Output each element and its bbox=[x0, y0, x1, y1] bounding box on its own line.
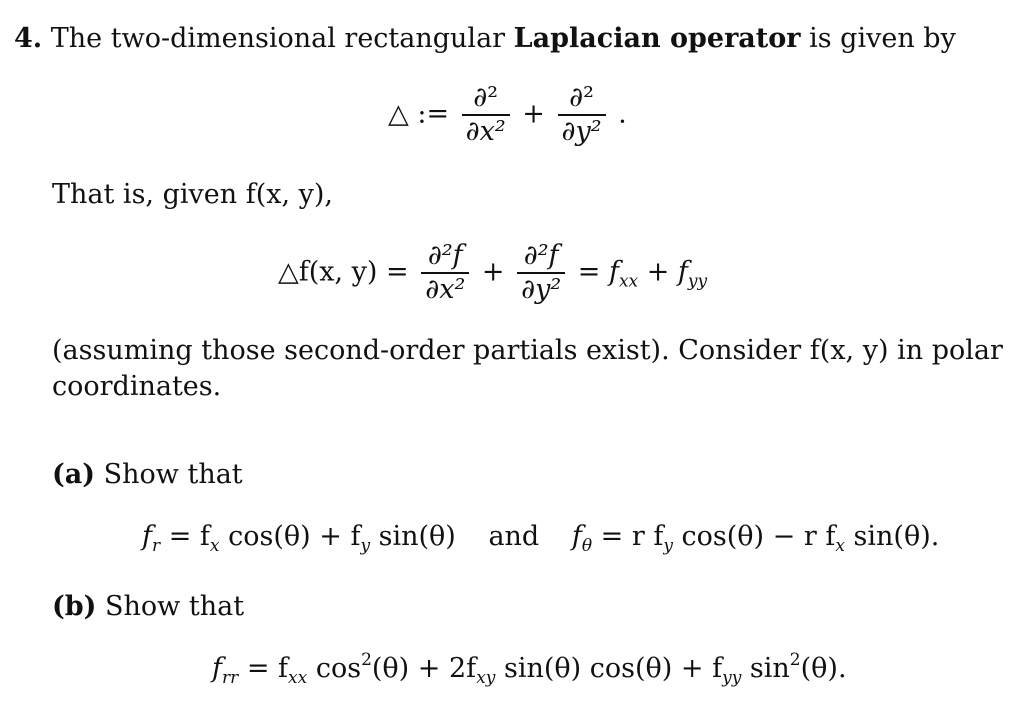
intro-text: The two-dimensional rectangular bbox=[50, 23, 506, 54]
fraction-denominator: ∂x² bbox=[465, 116, 506, 147]
laplacian-f-equation bbox=[278, 240, 707, 306]
rhs-f: = f bbox=[577, 256, 619, 288]
eq-text: cos(θ) − r f bbox=[672, 521, 836, 552]
eq-sub: y bbox=[663, 536, 673, 556]
eq-text: sin bbox=[741, 653, 790, 684]
eq-text: sin(θ). bbox=[844, 521, 940, 552]
eq-sup: 2 bbox=[361, 650, 372, 670]
laplacian-f-lhs: △f(x, y) = bbox=[278, 256, 409, 288]
eq-text: = f bbox=[160, 521, 210, 552]
eq-sub: y bbox=[360, 536, 371, 556]
part-b-equation bbox=[212, 650, 847, 688]
part-b-label: (b) bbox=[52, 591, 97, 622]
problem-statement bbox=[14, 22, 956, 56]
fraction-denominator: ∂x² bbox=[425, 274, 466, 305]
laplacian-term: Laplacian operator bbox=[513, 23, 801, 54]
plus-sign: + bbox=[522, 98, 545, 130]
eq-text: cos(θ) + f bbox=[219, 521, 361, 552]
fraction-fxx bbox=[421, 240, 469, 306]
fraction-dy bbox=[558, 82, 606, 148]
assuming-line-1: (assuming those second-order partials exist). Consider f(x, y) in polar bbox=[52, 335, 1003, 366]
laplacian-lhs: △ := bbox=[388, 98, 450, 130]
fraction-numerator: ∂² bbox=[558, 82, 606, 116]
eq-sub: xx bbox=[288, 668, 308, 688]
eq-f: f bbox=[571, 521, 582, 552]
laplacian-definition bbox=[388, 82, 627, 148]
eq-f: f bbox=[212, 653, 222, 684]
fraction-fyy bbox=[517, 240, 565, 306]
fraction-numerator: ∂²f bbox=[421, 240, 469, 274]
period: . bbox=[618, 98, 627, 130]
eq-sub: θ bbox=[581, 536, 593, 556]
eq-sup: 2 bbox=[789, 650, 801, 670]
that-is-line: That is, given f(x, y), bbox=[52, 179, 333, 210]
eq-text: cos bbox=[307, 653, 362, 684]
eq-text: = f bbox=[238, 653, 289, 684]
rhs-plus-f: + f bbox=[638, 256, 688, 288]
eq-text: sin(θ) bbox=[370, 521, 456, 552]
and-word: and bbox=[488, 521, 540, 552]
eq-sub: x bbox=[835, 536, 845, 556]
part-a-text: Show that bbox=[103, 459, 243, 490]
rhs-sub-yy: yy bbox=[687, 271, 708, 292]
eq-sub: x bbox=[209, 536, 220, 556]
part-b-text: Show that bbox=[105, 591, 245, 622]
eq-f: f bbox=[142, 521, 152, 552]
eq-text: sin(θ) cos(θ) + f bbox=[495, 653, 723, 684]
fraction-denominator: ∂y² bbox=[521, 274, 562, 305]
fraction-denominator: ∂y² bbox=[561, 116, 602, 147]
fraction-numerator: ∂² bbox=[462, 82, 510, 116]
eq-sub: xy bbox=[476, 668, 496, 688]
eq-sub: r bbox=[152, 536, 161, 556]
plus-sign: + bbox=[481, 256, 505, 288]
intro-text-end: is given by bbox=[809, 23, 956, 54]
fraction-dx bbox=[462, 82, 510, 148]
part-a-equation bbox=[142, 521, 939, 556]
fraction-numerator: ∂²f bbox=[517, 240, 565, 274]
eq-sub: rr bbox=[222, 668, 239, 688]
rhs-sub-xx: xx bbox=[618, 271, 639, 292]
part-b-heading bbox=[52, 590, 244, 624]
eq-text: (θ) + 2f bbox=[371, 653, 477, 684]
part-a-label: (a) bbox=[52, 459, 96, 490]
eq-sub: yy bbox=[722, 668, 742, 688]
assuming-line-2: coordinates. bbox=[52, 371, 222, 402]
part-a-heading bbox=[52, 458, 243, 492]
eq-text: (θ). bbox=[800, 653, 847, 684]
eq-text: = r f bbox=[592, 521, 664, 552]
problem-number: 4. bbox=[14, 23, 43, 54]
